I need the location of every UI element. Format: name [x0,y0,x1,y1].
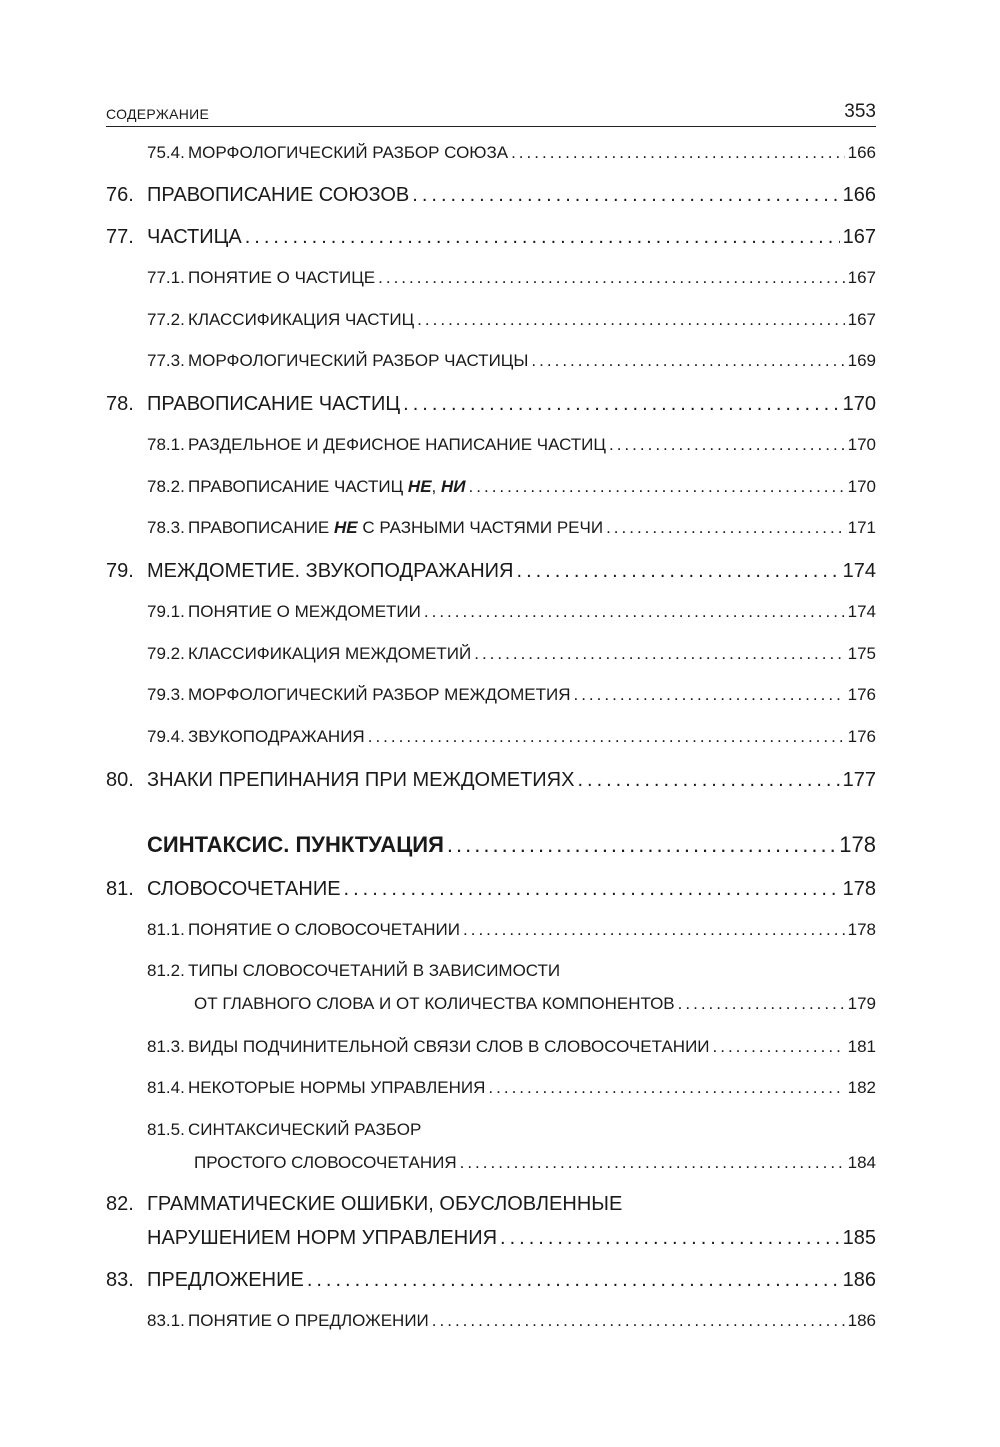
entry-page: 166 [842,184,876,206]
toc-entry [147,727,876,753]
separator: , [431,477,437,496]
dot-leader [488,1078,844,1098]
entry-number: 77.2. [147,310,185,329]
entry-title: НЕКОТОРЫЕ НОРМЫ УПРАВЛЕНИЯ [188,1078,486,1097]
entry-title-line2: ПРОСТОГО СЛОВОСОЧЕТАНИЯ [194,1153,457,1172]
toc-entry [147,644,876,670]
dot-leader [378,268,844,288]
dot-leader [403,393,839,416]
entry-title [188,477,466,497]
dot-leader [609,435,845,455]
dot-leader [344,878,840,901]
dot-leader [424,602,845,622]
running-head-title: СОДЕРЖАНИЕ [106,106,210,122]
entry-title: МОРФОЛОГИЧЕСКИЙ РАЗБОР СОЮЗА [188,143,509,162]
dot-leader [463,920,845,940]
dot-leader [417,310,844,330]
entry-number: 75.4. [147,143,185,162]
toc-entry [147,1078,876,1104]
toc-entry-continuation [194,994,876,1020]
entry-page: 179 [847,994,876,1013]
section-heading [147,832,876,858]
entry-page: 169 [847,351,876,370]
toc-entry [147,477,876,503]
entry-number: 81.5. [147,1120,185,1139]
dot-leader [368,727,845,747]
entry-page: 175 [847,644,876,663]
entry-page: 174 [842,560,876,582]
dot-leader [678,994,845,1014]
entry-title-line2: ОТ ГЛАВНОГО СЛОВА И ОТ КОЛИЧЕСТВА КОМПОНЕНТОВ [194,994,675,1013]
entry-number: 79. [106,560,134,582]
dot-leader [573,685,844,705]
entry-number: 81.3. [147,1037,185,1056]
entry-title-line1: ТИПЫ СЛОВОСОЧЕТАНИЙ В ЗАВИСИМОСТИ [188,961,561,980]
entry-title: ЗВУКОПОДРАЖАНИЯ [188,727,365,746]
section-title: СИНТАКСИС. ПУНКТУАЦИЯ [147,832,444,857]
toc-entry-continuation [147,1227,876,1253]
dot-leader [307,1269,840,1292]
entry-title: ПРЕДЛОЖЕНИЕ [147,1269,304,1291]
entry-number: 80. [106,769,134,791]
toc-entry [106,226,876,252]
emphasis-ne: НЕ [407,477,432,496]
entry-title [188,518,603,538]
entry-page: 182 [847,1078,876,1097]
running-head [106,100,876,127]
entry-number: 81.2. [147,961,185,980]
entry-title: ПРАВОПИСАНИЕ СОЮЗОВ [147,184,410,206]
dot-leader [577,769,839,792]
entry-title: РАЗДЕЛЬНОЕ И ДЕФИСНОЕ НАПИСАНИЕ ЧАСТИЦ [188,435,606,454]
entry-title: ПРАВОПИСАНИЕ ЧАСТИЦ [147,393,401,415]
toc-entry-first-line [147,961,876,987]
toc-entry [147,518,876,544]
entry-number: 83. [106,1269,134,1291]
entry-page: 170 [847,477,876,496]
toc-entry [106,1269,876,1295]
dot-leader [517,560,840,583]
emphasis-ni: НИ [441,477,466,496]
dot-leader [713,1037,845,1057]
entry-title-line1: СИНТАКСИЧЕСКИЙ РАЗБОР [188,1120,422,1139]
emphasis-ne: НЕ [334,518,358,537]
entry-title-line2: НАРУШЕНИЕМ НОРМ УПРАВЛЕНИЯ [147,1227,498,1249]
dot-leader [531,351,844,371]
dot-leader [511,143,845,163]
dot-leader [500,1227,840,1250]
dot-leader [469,477,845,497]
entry-title: МОРФОЛОГИЧЕСКИЙ РАЗБОР ЧАСТИЦЫ [188,351,529,370]
entry-number: 76. [106,184,134,206]
toc-entry [147,435,876,461]
entry-page: 181 [847,1037,876,1056]
toc-entry [147,351,876,377]
toc-entry [147,310,876,336]
entry-page: 178 [839,832,876,857]
entry-title-text: С РАЗНЫМИ ЧАСТЯМИ РЕЧИ [362,518,604,537]
entry-page: 185 [842,1227,876,1249]
entry-number: 81. [106,878,134,900]
dot-leader [606,518,845,538]
entry-title-line1: ГРАММАТИЧЕСКИЕ ОШИБКИ, ОБУСЛОВЛЕННЫЕ [147,1193,623,1215]
entry-number: 83.1. [147,1311,185,1330]
dot-leader [474,644,844,664]
entry-page: 176 [847,727,876,746]
entry-page: 167 [842,226,876,248]
toc-entry [106,560,876,586]
entry-number: 78.2. [147,477,185,496]
toc-entry [147,143,876,169]
toc-entry-continuation [194,1153,876,1179]
toc-entry [147,920,876,946]
toc-entry [147,1311,876,1337]
entry-number: 79.1. [147,602,185,621]
entry-page: 167 [847,310,876,329]
entry-page: 186 [842,1269,876,1291]
entry-number: 77.1. [147,268,185,287]
entry-number: 77. [106,226,134,248]
page-number: 353 [844,101,876,122]
toc-entry [106,769,876,795]
entry-title: КЛАССИФИКАЦИЯ МЕЖДОМЕТИЙ [188,644,472,663]
entry-title-text: ПРАВОПИСАНИЕ [188,518,330,537]
entry-page: 174 [847,602,876,621]
entry-number: 78. [106,393,134,415]
entry-title: ЗНАКИ ПРЕПИНАНИЯ ПРИ МЕЖДОМЕТИЯХ [147,769,575,791]
entry-number: 78.3. [147,518,185,537]
toc-entry [106,393,876,419]
entry-page: 176 [847,685,876,704]
entry-number: 79.4. [147,727,185,746]
entry-title: МОРФОЛОГИЧЕСКИЙ РАЗБОР МЕЖДОМЕТИЯ [188,685,571,704]
dot-leader [412,184,839,207]
toc-entry [147,1037,876,1063]
entry-title: КЛАССИФИКАЦИЯ ЧАСТИЦ [188,310,415,329]
toc-entry [106,184,876,210]
entry-number: 79.3. [147,685,185,704]
entry-title: МЕЖДОМЕТИЕ. ЗВУКОПОДРАЖАНИЯ [147,560,514,582]
entry-page: 177 [842,769,876,791]
entry-page: 166 [847,143,876,162]
entry-page: 178 [847,920,876,939]
entry-page: 170 [842,393,876,415]
entry-page: 171 [847,518,876,537]
entry-title: ПОНЯТИЕ О МЕЖДОМЕТИИ [188,602,421,621]
toc-entry-first-line [106,1193,876,1219]
toc-entry [147,602,876,628]
toc-entry [106,878,876,904]
entry-number: 77.3. [147,351,185,370]
entry-page: 178 [842,878,876,900]
entry-title: СЛОВОСОЧЕТАНИЕ [147,878,341,900]
entry-number: 81.1. [147,920,185,939]
toc-entry [147,685,876,711]
entry-number: 79.2. [147,644,185,663]
entry-page: 186 [847,1311,876,1330]
entry-title: ПОНЯТИЕ О ЧАСТИЦЕ [188,268,376,287]
entry-title: ПОНЯТИЕ О СЛОВОСОЧЕТАНИИ [188,920,460,939]
entry-number: 82. [106,1193,134,1215]
dot-leader [245,226,840,249]
entry-title: ПОНЯТИЕ О ПРЕДЛОЖЕНИИ [188,1311,429,1330]
entry-number: 81.4. [147,1078,185,1097]
dot-leader [460,1153,845,1173]
entry-number: 78.1. [147,435,185,454]
entry-page: 170 [847,435,876,454]
dot-leader [432,1311,845,1331]
toc-entry [147,268,876,294]
entry-title-text: ПРАВОПИСАНИЕ ЧАСТИЦ [188,477,404,496]
entry-page: 167 [847,268,876,287]
entry-title: ЧАСТИЦА [147,226,242,248]
toc-entry-first-line [147,1120,876,1146]
entry-page: 184 [847,1153,876,1172]
entry-title: ВИДЫ ПОДЧИНИТЕЛЬНОЙ СВЯЗИ СЛОВ В СЛОВОСОЧЕТАНИИ [188,1037,710,1056]
dot-leader [447,832,836,858]
